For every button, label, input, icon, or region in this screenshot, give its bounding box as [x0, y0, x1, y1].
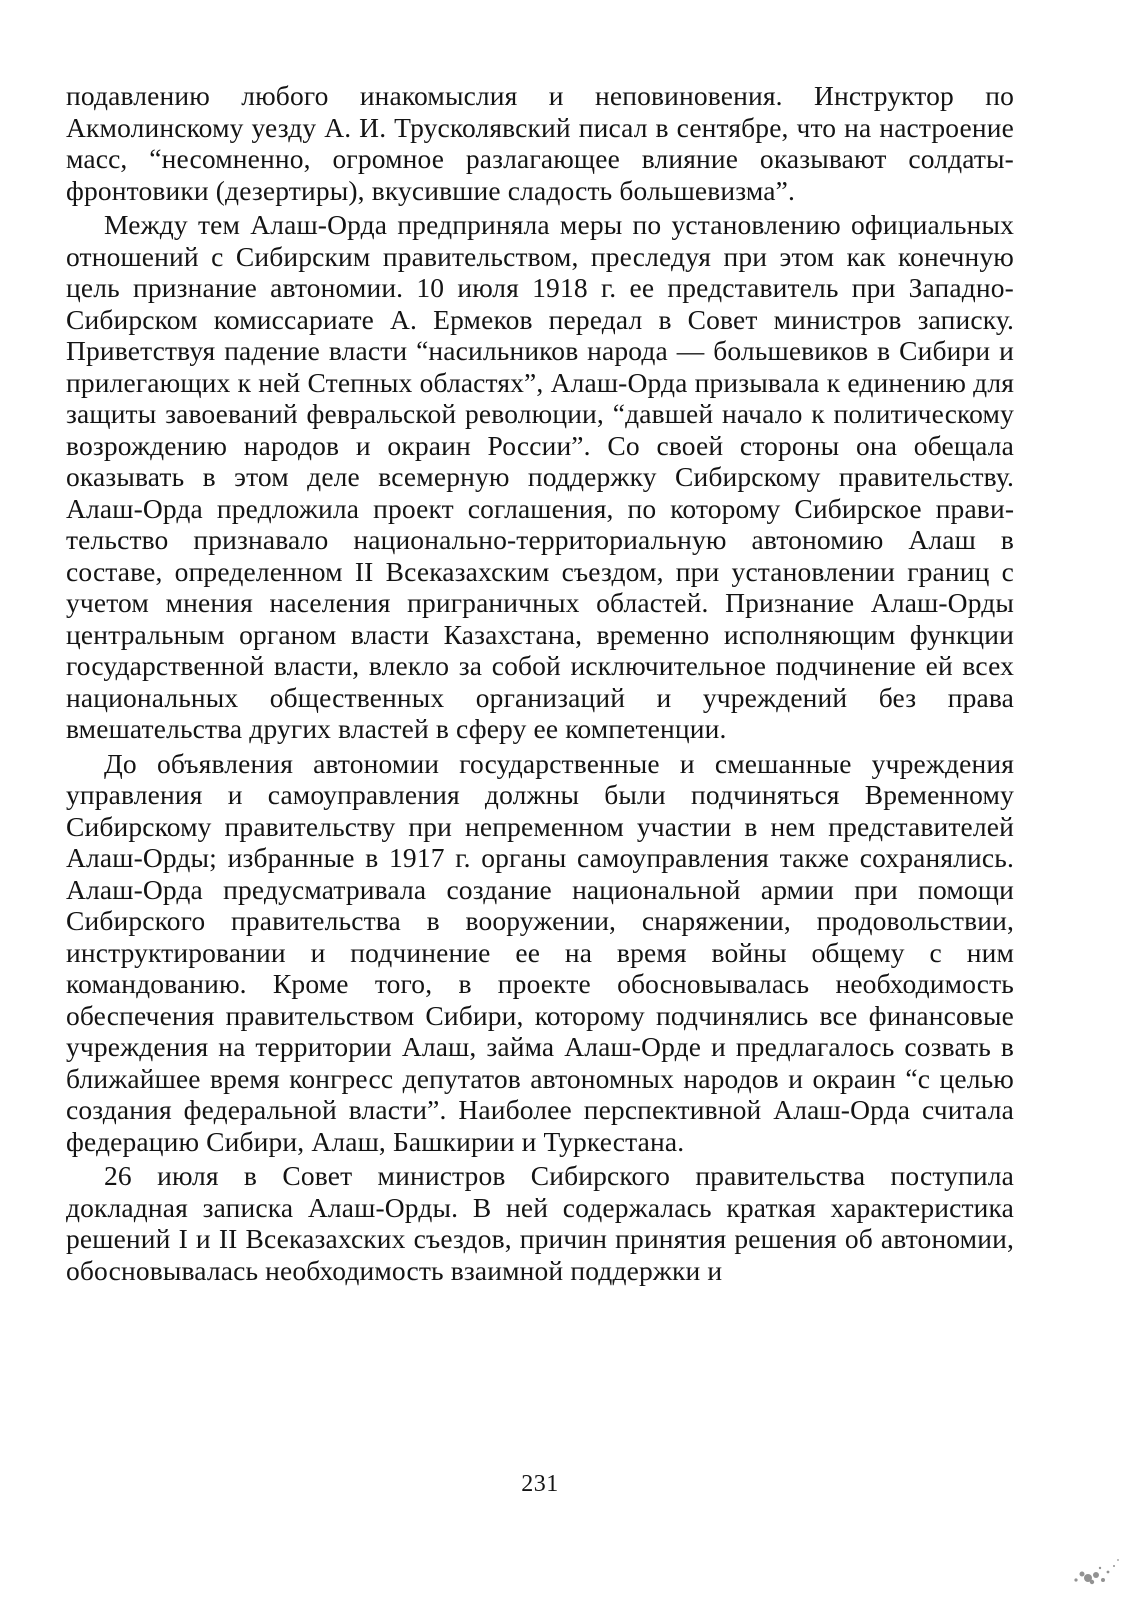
page-number: 231: [521, 1471, 559, 1497]
book-page: [66, 80, 1014, 1580]
scan-artifact-icon: [1058, 1544, 1128, 1586]
body-text: [66, 80, 1014, 1286]
paragraph-2: Между тем Алаш-Орда предприняла меры по установлению официальных отношений с Сибирским правительством, преследуя при этом как конечную цель признание автономии. 10 июля 1918 г. ее представитель при Западно-Сибирском комиссариате А. Ермеков передал в Совет министров записку. Приветствуя падение власти “насильников народа — большевиков в Сибири и прилегающих к ней Степных областях”, Алаш-Орда призывала к единению для защиты завоеваний февральской революции, “давшей начало к политическому возрождению народов и окраин России”. Со своей стороны она обещала оказывать в этом деле всемерную поддержку Сибирскому правительству. Алаш-Орда предложила проект соглашения, по которому Сибирское правительство признавало национально-территориальную автономию Алаш в составе, определенном II Всеказахским съездом, при установлении границ с учетом мнения населения приграничных областей. Признание Алаш-Орды центральным органом власти Казахстана, временно исполняющим функции государственной власти, влекло за собой исключительное подчинение ей всех национальных общественных организаций и учреждений без права вмешательства других властей в сферу ее компетенции.: [66, 209, 1014, 744]
paragraph-3: До объявления автономии государственные и смешанные учреждения управления и самоуправления должны были подчиняться Временному Сибирскому правительству при непременном участии в нем представителей Алаш-Орды; избранные в 1917 г. органы самоуправления также сохранялись. Алаш-Орда предусматривала создание национальной армии при помощи Сибирского правительства в вооружении, снаряжении, продовольствии, инструктировании и подчинение ее на время войны общему с ним командованию. Кроме того, в проекте обосновывалась необходимость обеспечения правительством Сибири, которому подчинялись все финансовые учреждения на территории Алаш, займа Алаш-Орде и предлагалось созвать в ближайшее время конгресс депутатов автономных народов и окраин “с целью создания федеральной власти”. Наиболее перспективной Алаш-Орда считала федерацию Сибири, Алаш, Башкирии и Туркестана.: [66, 747, 1014, 1157]
paragraph-1: подавлению любого инакомыслия и неповиновения. Инструктор по Акмолинскому уезду А. И. Трусколявский писал в сентябре, что на настроение масс, “несомненно, огромное разлагающее влияние оказывают солдаты-фронтовики (дезертиры), вкусившие сладость большевизма”.: [66, 80, 1014, 206]
paragraph-4: 26 июля в Совет министров Сибирского правительства поступила докладная записка Алаш-Орды. В ней содержалась краткая характеристика решений I и II Всеказахских съездов, причин принятия решения об автономии, обосновывалась необходимость взаимной поддержки и: [66, 1160, 1014, 1286]
